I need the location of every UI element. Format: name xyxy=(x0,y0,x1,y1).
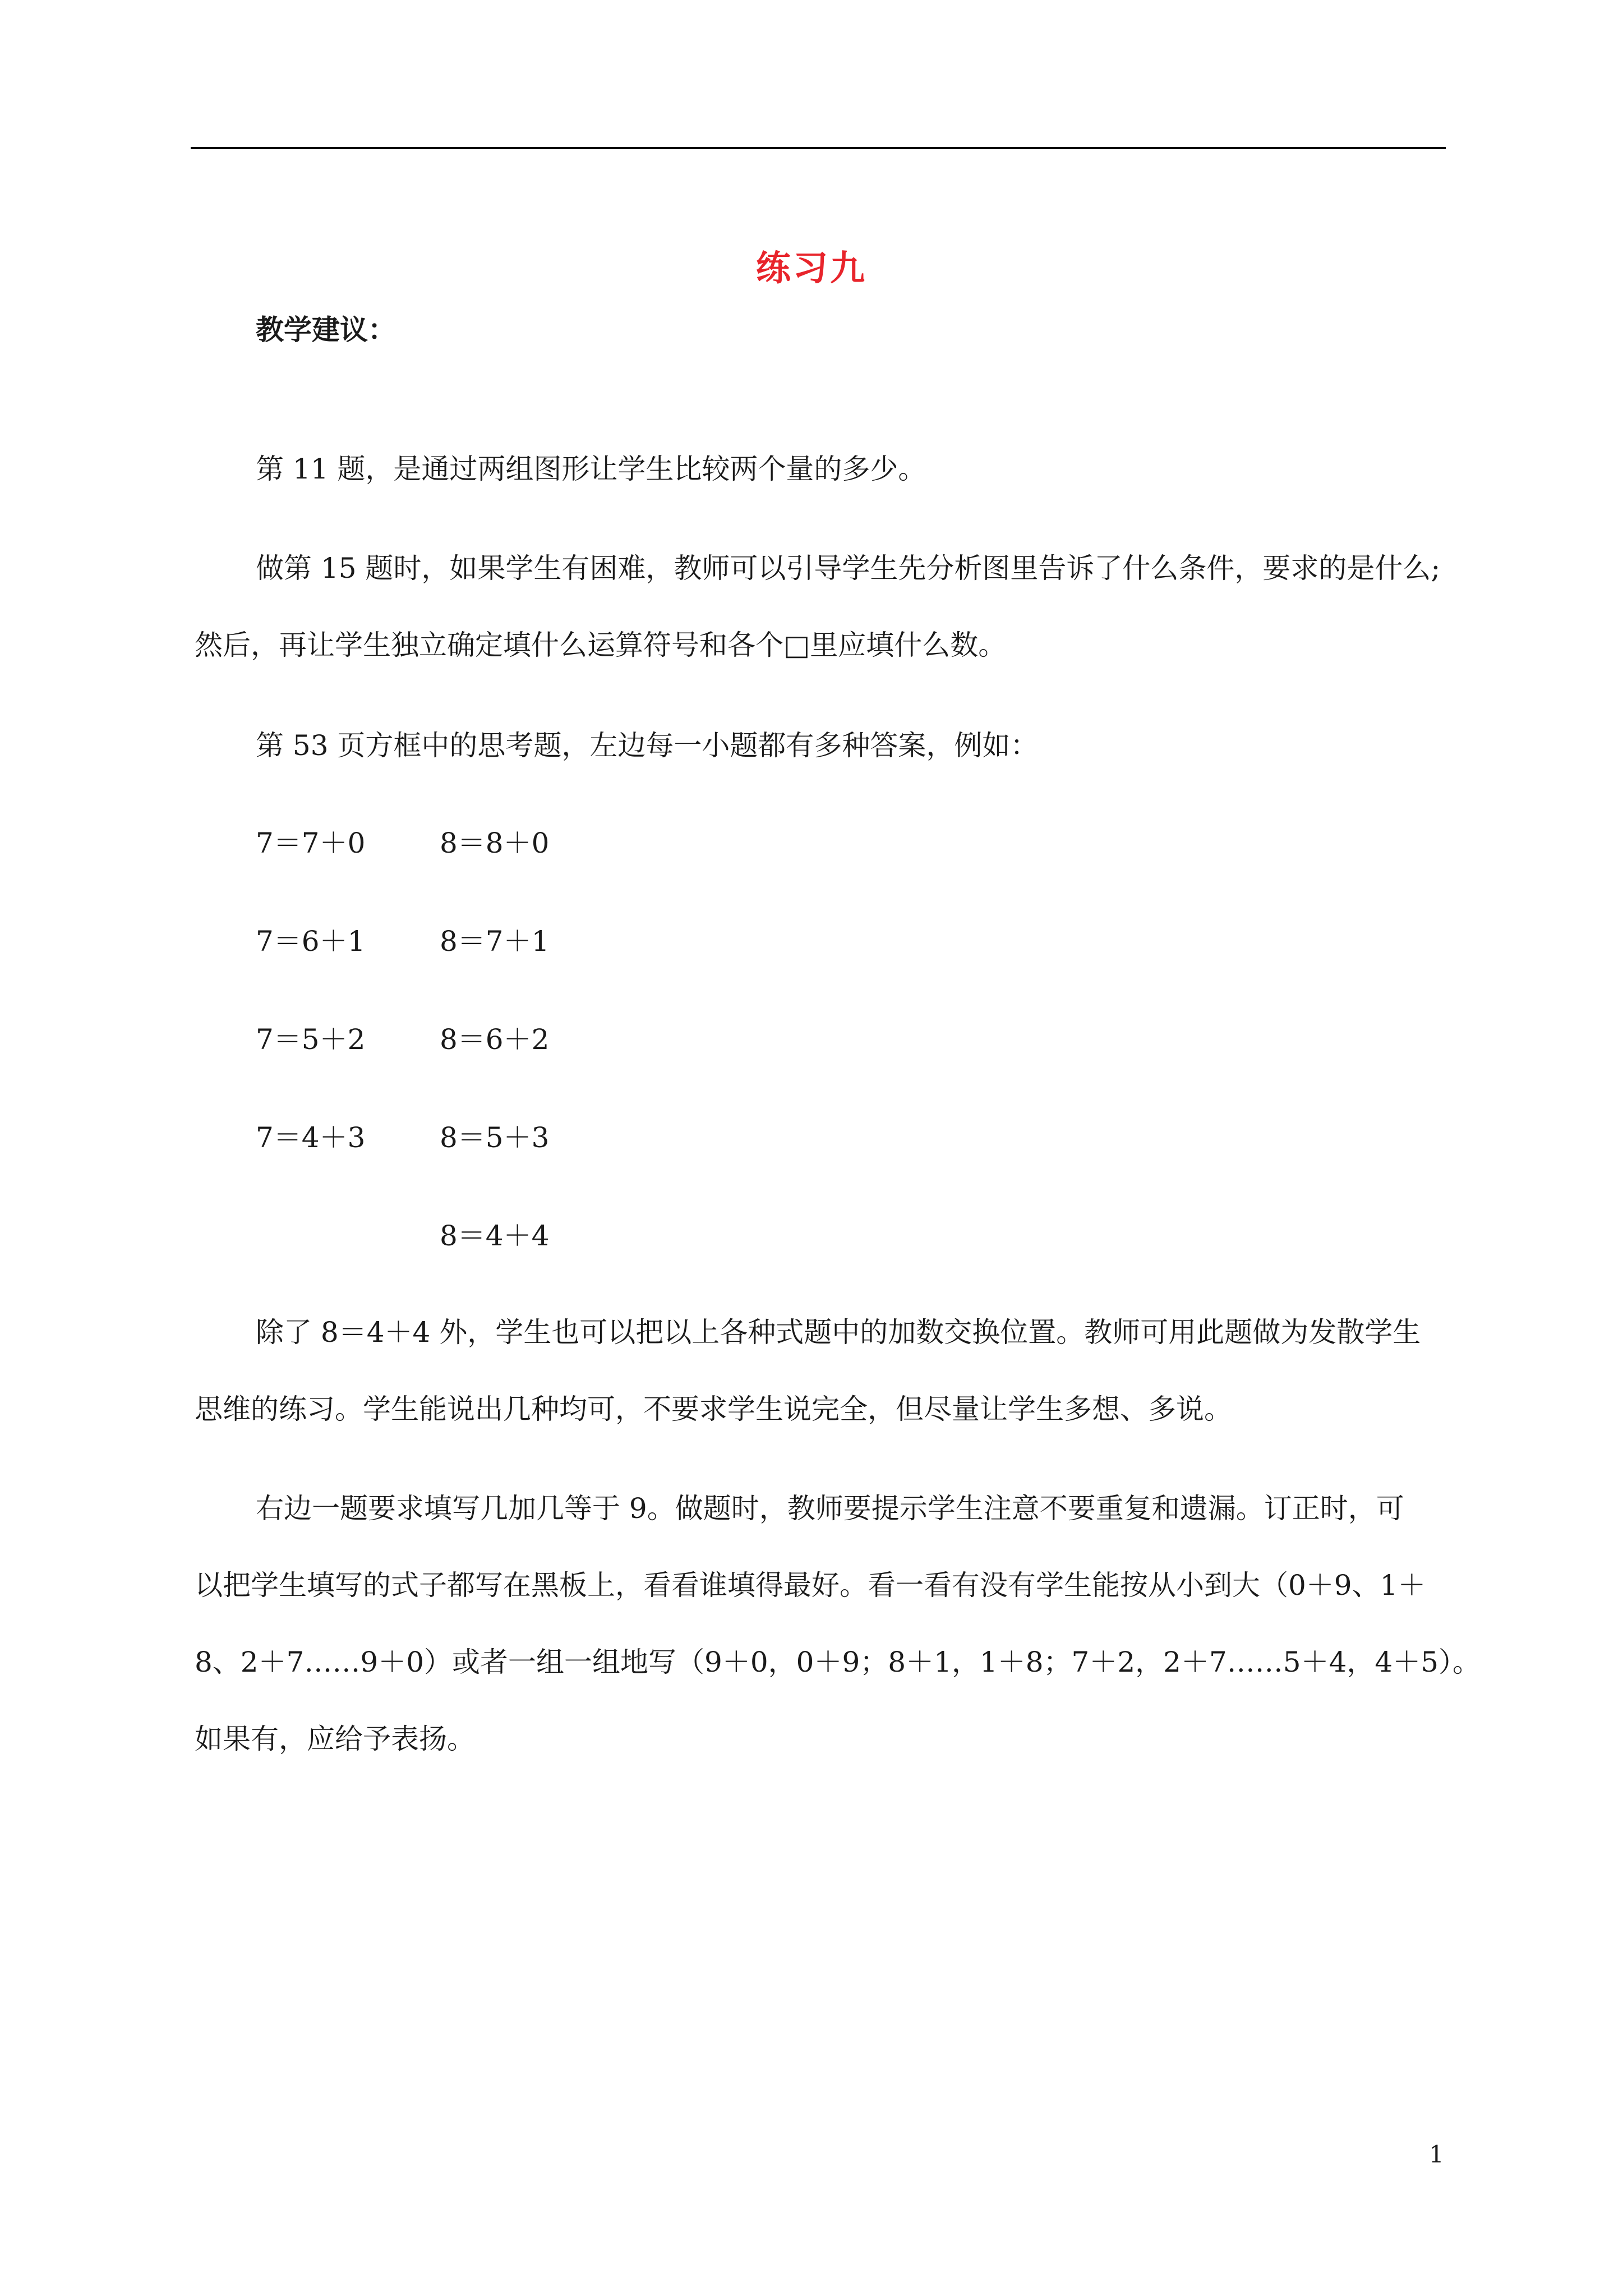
paragraph-right-line-2: 以把学生填写的式子都写在黑板上，看看谁填得最好。看一看有没有学生能按从小到大（0＋9、1＋ xyxy=(195,1569,1426,1602)
page-number: 1 xyxy=(1429,2141,1444,2168)
page-title: 练习九 xyxy=(755,247,867,288)
equation-right: 8＝8＋0 xyxy=(440,827,550,859)
paragraph-exercise-15-line-2: 然后，再让学生独立确定填什么运算符号和各个□里应填什么数。 xyxy=(195,629,1007,661)
paragraph-right-line-4: 如果有，应给予表扬。 xyxy=(195,1723,475,1755)
header-rule xyxy=(191,147,1446,149)
paragraph-exercise-11: 第 11 题，是通过两组图形让学生比较两个量的多少。 xyxy=(256,453,926,485)
paragraph-swap-line-1: 除了 8＝4＋4 外，学生也可以把以上各种式题中的加数交换位置。教师可用此题做为发散学生 xyxy=(256,1316,1421,1349)
paragraph-right-line-1: 右边一题要求填写几加几等于 9。做题时，教师要提示学生注意不要重复和遗漏。订正时，可 xyxy=(256,1492,1404,1525)
paragraph-swap-line-2: 思维的练习。学生能说出几种均可，不要求学生说完全，但尽量让学生多想、多说。 xyxy=(195,1393,1232,1425)
paragraph-exercise-15-line-1: 做第 15 题时，如果学生有困难，教师可以引导学生先分析图里告诉了什么条件，要求的是什么; xyxy=(256,552,1441,585)
equation-left: 7＝6＋1 xyxy=(256,925,366,958)
equation-right: 8＝7＋1 xyxy=(440,925,550,958)
equation-left: 7＝5＋2 xyxy=(256,1023,366,1056)
equation-left: 7＝7＋0 xyxy=(256,827,366,859)
equation-left: 7＝4＋3 xyxy=(256,1121,366,1154)
equation-right: 8＝4＋4 xyxy=(440,1220,550,1252)
paragraph-right-line-3: 8、2＋7……9＋0）或者一组一组地写（9＋0，0＋9；8＋1，1＋8；7＋2，2＋7……5＋4，4＋5）。 xyxy=(195,1646,1481,1678)
paragraph-page-53: 第 53 页方框中的思考题，左边每一小题都有多种答案，例如： xyxy=(256,729,1039,762)
equation-right: 8＝5＋3 xyxy=(440,1121,550,1154)
equation-right: 8＝6＋2 xyxy=(440,1023,550,1056)
section-heading: 教学建议： xyxy=(256,313,396,346)
